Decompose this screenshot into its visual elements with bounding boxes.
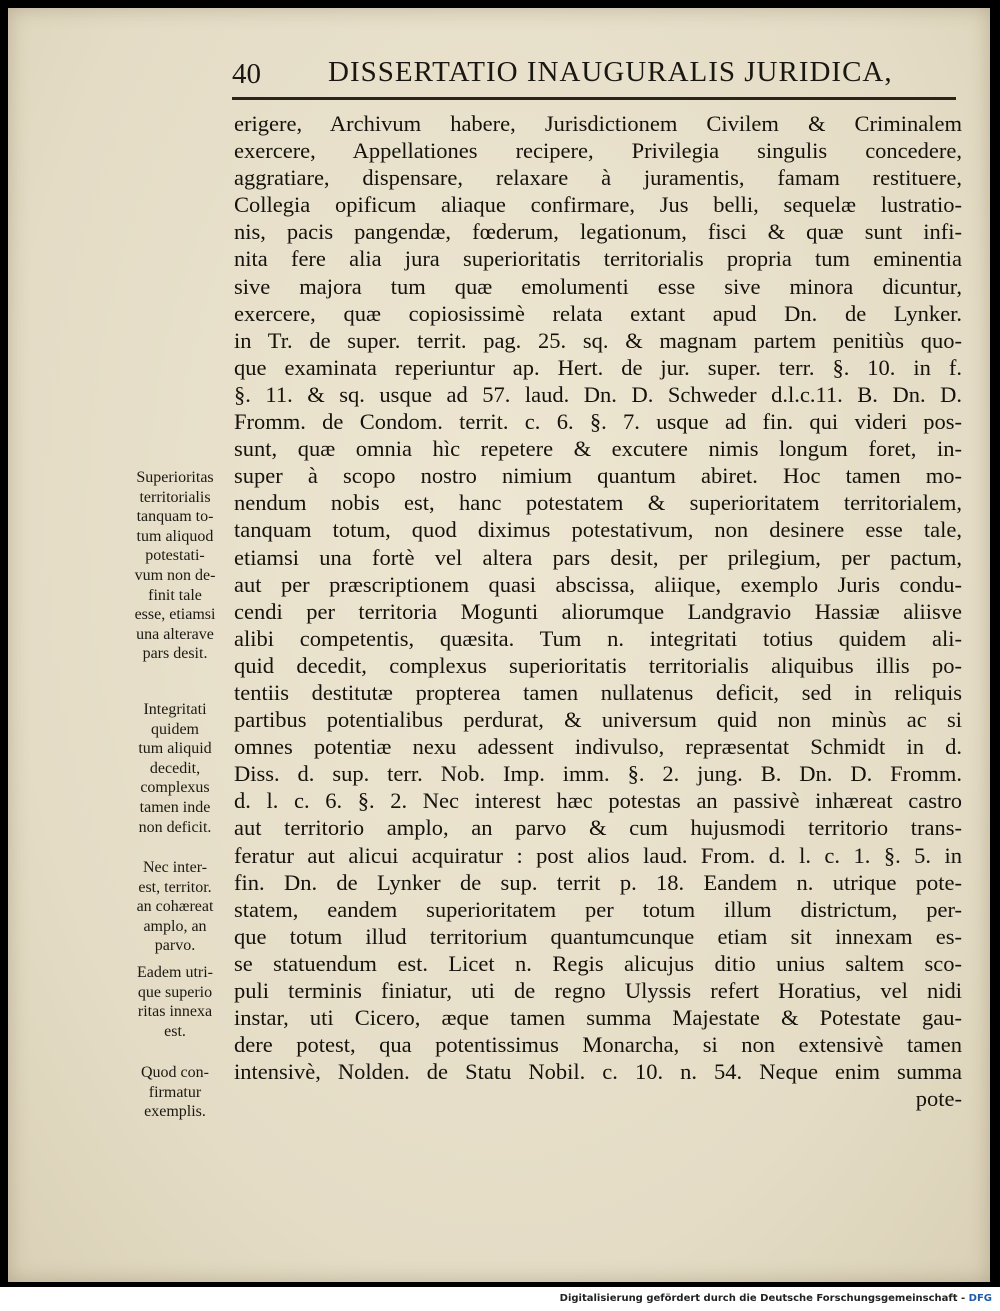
margin-line: tanquam to- xyxy=(136,508,214,526)
margin-line: vum non de- xyxy=(134,566,216,584)
text-line: d. l. c. 6. §. 2. Nec interest hæc potestas an passivè inhæreat castro xyxy=(234,788,962,814)
footer-text: Digitalisierung gefördert durch die Deutsche Forschungsgemeinschaft - xyxy=(559,1293,966,1304)
text-line: intensivè, Nolden. de Statu Nobil. c. 10. n. 54. Neque enim summa xyxy=(234,1059,962,1085)
text-line: alibi competentis, quæsita. Tum n. integritati totius quidem ali- xyxy=(234,625,962,651)
text-line: §. 11. & sq. usque ad 57. laud. Dn. D. Schweder d.l.c.11. B. Dn. D. xyxy=(234,381,962,407)
text-line: dere potest, qua potentissimus Monarcha, si non extensivè tamen xyxy=(234,1032,962,1058)
text-line: fin. Dn. de Lynker de sup. territ p. 18. Eandem n. utrique pote- xyxy=(234,869,962,895)
main-text-block xyxy=(234,110,962,1112)
margin-line: tum aliquod xyxy=(136,527,214,545)
text-line: exercere, Appellationes recipere, Privilegia singulis concedere, xyxy=(234,138,962,164)
margin-note-quod-confirmatur xyxy=(116,1063,234,1122)
text-line: quid decedit, complexus superioritatis territorialis aliquibus illis po- xyxy=(234,652,962,678)
text-line: exercere, quæ copiosissimè relata extant apud Dn. de Lynker. xyxy=(234,300,962,326)
margin-line: amplo, an xyxy=(143,917,207,935)
text-line: omnes potentiæ nexu adessent indivulso, repræsentat Schmidt in d. xyxy=(234,734,962,760)
margin-line: quidem xyxy=(151,720,199,738)
margin-line: potestati- xyxy=(145,547,205,565)
margin-line: territorialis xyxy=(139,488,211,506)
margin-line: parvo. xyxy=(154,937,196,955)
dfg-logo: DFG xyxy=(968,1293,992,1304)
margin-line: esse, etiamsi xyxy=(134,606,216,624)
margin-note-eadem xyxy=(116,963,234,1041)
margin-line: Eadem utri- xyxy=(137,964,213,981)
footer-credit xyxy=(560,1293,992,1304)
text-line: sive majora tum quæ emolumenti esse sive minora dicuntur, xyxy=(234,273,962,299)
text-line: Fromm. de Condom. territ. c. 6. §. 7. usque ad fin. qui videri pos- xyxy=(234,409,962,435)
margin-line: exemplis. xyxy=(144,1103,206,1121)
text-line: instar, uti Cicero, æque tamen summa Majestate & Potestate gau- xyxy=(234,1005,962,1031)
text-line: nis, pacis pangendæ, fœderum, legationum, fisci & quæ sunt infi- xyxy=(234,219,962,245)
text-line: etiamsi una fortè vel altera pars desit, per prilegium, per pactum, xyxy=(234,544,962,570)
text-line: super à scopo nostro nimium quantum abiret. Hoc tamen mo- xyxy=(234,463,962,489)
margin-line: est. xyxy=(164,1022,186,1040)
text-line: partibus potentialibus perdurat, & universum quid non minùs ac si xyxy=(234,707,962,733)
margin-note-integritati xyxy=(116,700,234,837)
page-title: DISSERTATIO INAUGURALIS JURIDICA, xyxy=(328,56,893,88)
margin-line: firmatur xyxy=(148,1083,202,1101)
margin-line: an cohæreat xyxy=(136,898,214,916)
margin-line: una alterave xyxy=(136,625,214,643)
text-line: nita fere alia jura superioritatis territorialis propria tum eminentia xyxy=(234,246,962,272)
text-line: que examinata reperiuntur ap. Hert. de jur. super. terr. §. 10. in f. xyxy=(234,354,962,380)
margin-line: finit tale xyxy=(148,586,202,604)
text-line: sunt, quæ omnia hìc repetere & excutere nimis longum foret, in- xyxy=(234,436,962,462)
margin-line: Quod con- xyxy=(141,1064,209,1081)
text-line: cendi per territoria Mogunti aliorumque Landgravio Hassiæ aliisve xyxy=(234,598,962,624)
text-line: aggratiare, dispensare, relaxare à juramentis, famam restituere, xyxy=(234,165,962,191)
margin-line: est, territor. xyxy=(138,878,212,896)
text-line: aut territorio amplo, an parvo & cum hujusmodi territorio trans- xyxy=(234,815,962,841)
text-line: tanquam totum, quod diximus potestativum, non desinere esse tale, xyxy=(234,517,962,543)
margin-line: que superio xyxy=(137,983,213,1001)
text-line: tentiis destitutæ propterea tamen nullatenus deficit, sed in reliquis xyxy=(234,679,962,705)
text-line: Diss. d. sup. terr. Nob. Imp. imm. §. 2. jung. B. Dn. D. Fromm. xyxy=(234,761,962,787)
margin-line: ritas innexa xyxy=(137,1003,213,1021)
text-line: erigere, Archivum habere, Jurisdictionem Civilem & Criminalem xyxy=(234,111,962,136)
margin-line: complexus xyxy=(140,779,210,797)
text-line: Collegia opificum aliaque confirmare, Jus belli, sequelæ lustratio- xyxy=(234,192,962,218)
margin-line: non deficit. xyxy=(138,818,212,836)
text-line: statem, eandem superioritatem per totum illum districtum, per- xyxy=(234,896,962,922)
margin-line: Integritati xyxy=(143,701,207,718)
margin-line: Nec inter- xyxy=(142,859,208,876)
running-head xyxy=(232,54,932,94)
catchword: pote- xyxy=(915,1086,962,1112)
margin-note-superioritas xyxy=(116,468,234,664)
text-line: in Tr. de super. territ. pag. 25. sq. & magnam partem penitiùs quo- xyxy=(234,327,962,353)
text-line: aut per præscriptionem quasi abscissa, aliique, exemplo Juris condu- xyxy=(234,571,962,597)
text-line: nendum nobis est, hanc potestatem & superioritatem territorialem, xyxy=(234,490,962,516)
margin-line: tum aliquid xyxy=(138,740,212,758)
margin-line: decedit, xyxy=(149,759,201,777)
margin-note-nec-interest xyxy=(116,858,234,956)
text-line: que totum illud territorium quantumcunque etiam sit innexam es- xyxy=(234,923,962,949)
text-line: feratur aut alicui acquiratur : post alios laud. From. d. l. c. 1. §. 5. in xyxy=(234,842,962,868)
page-number: 40 xyxy=(232,58,261,90)
margin-line: tamen inde xyxy=(139,798,211,816)
margin-line: Superioritas xyxy=(136,469,214,486)
margin-line: pars desit. xyxy=(142,645,208,663)
text-line: se statuendum est. Licet n. Regis alicujus ditio unius saltem sco- xyxy=(234,950,962,976)
text-line: puli terminis finiatur, uti de regno Ulyssis refert Horatius, vel nidi xyxy=(234,978,962,1003)
header-rule xyxy=(232,97,956,100)
